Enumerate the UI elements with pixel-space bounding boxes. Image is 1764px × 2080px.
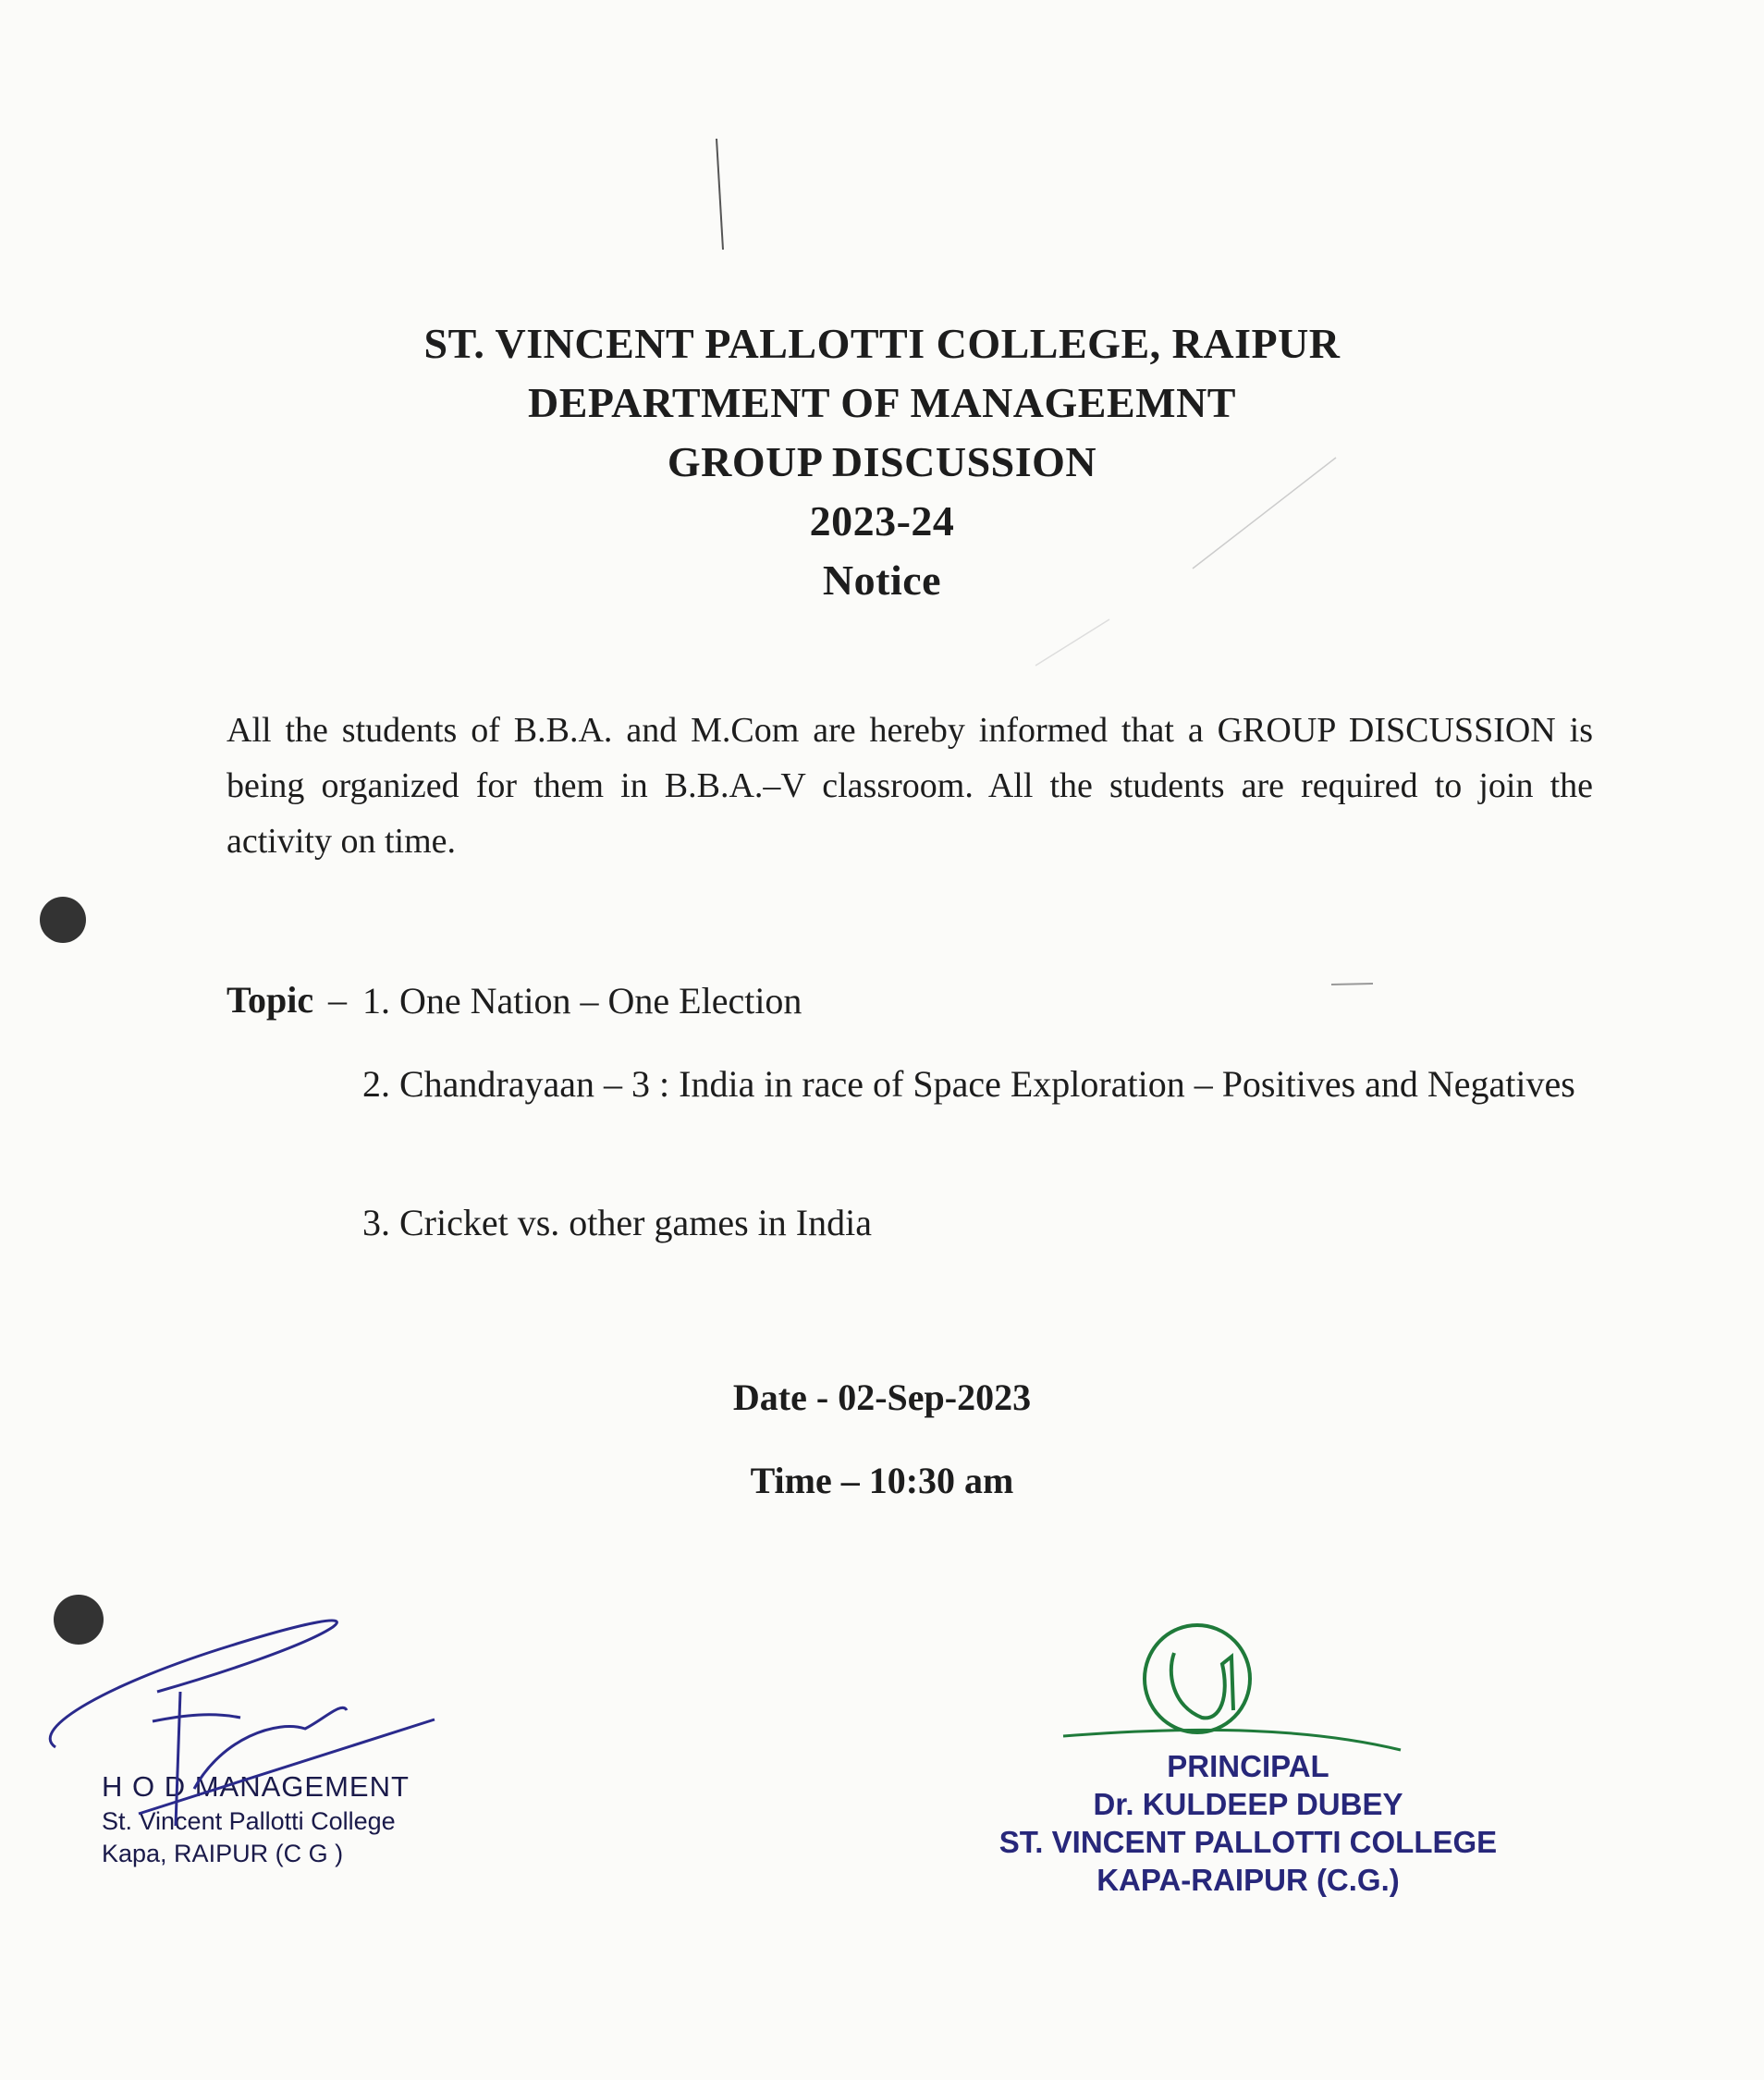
principal-stamp-name: Dr. KULDEEP DUBEY (1093, 1787, 1403, 1821)
hod-stamp (102, 1770, 410, 1868)
topic-item-2: 2. Chandrayaan – 3 : India in race of Space Exploration – Positives and Negatives (362, 1063, 1575, 1105)
principal-stamp-college: ST. VINCENT PALLOTTI COLLEGE (998, 1825, 1498, 1859)
college-name: ST. VINCENT PALLOTTI COLLEGE, RAIPUR (423, 320, 1341, 367)
principal-stamp-address: KAPA-RAIPUR (C.G.) (1096, 1863, 1400, 1897)
notice-paragraph: All the students of B.B.A. and M.Com are hereby informed that a GROUP DISCUSSION is being organized for them in B.B.A.–V classroom. All the students are required to join the activity on time. (227, 711, 1593, 861)
topic-item-3: 3. Cricket vs. other games in India (362, 1202, 872, 1243)
punch-hole-bottom (54, 1595, 104, 1645)
punch-hole-top (40, 897, 86, 943)
department-name: DEPARTMENT OF MANAGEEMNT (528, 379, 1236, 426)
notice-heading: Notice (822, 557, 942, 604)
hod-stamp-college: St. Vincent Pallotti College (102, 1807, 396, 1835)
hod-stamp-title: H O D MANAGEMENT (102, 1770, 410, 1803)
principal-stamp-title: PRINCIPAL (1167, 1749, 1329, 1783)
event-title: GROUP DISCUSSION (667, 438, 1097, 485)
hod-stamp-address: Kapa, RAIPUR (C G ) (102, 1840, 344, 1867)
notice-header (0, 314, 1764, 610)
academic-year: 2023-24 (809, 497, 955, 544)
topic-item-1: 1. One Nation – One Election (362, 980, 802, 1022)
principal-stamp (962, 1747, 1535, 1899)
topic-dash: – (328, 979, 347, 1021)
event-date: Date - 02-Sep-2023 (732, 1376, 1032, 1418)
topic-label: Topic (227, 979, 314, 1021)
event-time: Time – 10:30 am (750, 1460, 1014, 1501)
